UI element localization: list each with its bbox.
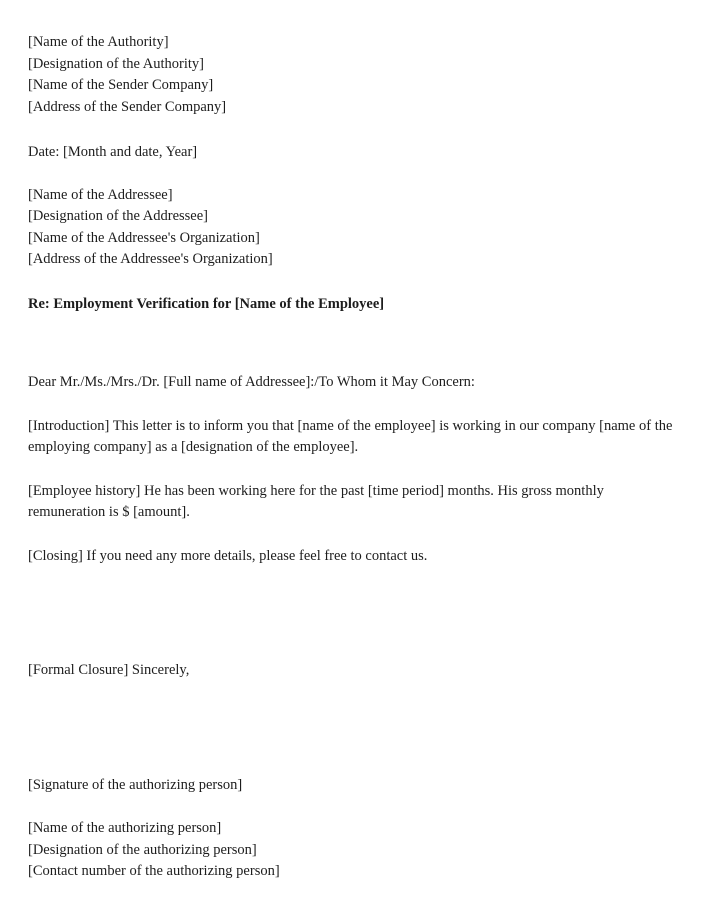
subject-line: Re: Employment Verification for [Name of the Employee]: [28, 295, 385, 312]
date-line: Date: [Month and date, Year]: [28, 144, 198, 160]
introduction-line-1: [Introduction] This letter is to inform you that [name of the employee] is working in our company [name of the: [28, 417, 673, 434]
signoff-line-designation: [Designation of the authorizing person]: [28, 841, 257, 858]
salutation-line: Dear Mr./Ms./Mrs./Dr. [Full name of Addressee]:/To Whom it May Concern:: [28, 374, 475, 390]
signoff-line-contact: [Contact number of the authorizing person]: [28, 863, 280, 879]
sender-line-name: [Name of the Authority]: [28, 34, 169, 50]
signoff-line-name: [Name of the authorizing person]: [28, 820, 222, 836]
sender-line-company: [Name of the Sender Company]: [28, 77, 214, 93]
addressee-line-organization: [Name of the Addressee's Organization]: [28, 229, 260, 246]
addressee-line-designation: [Designation of the Addressee]: [28, 208, 208, 224]
sender-block: [28, 32, 666, 118]
introduction-line-2: employing company] as a [designation of the employee].: [28, 439, 359, 455]
formal-closure-line: [Formal Closure] Sincerely,: [28, 662, 190, 678]
signature-placeholder-line: [Signature of the authorizing person]: [28, 776, 243, 793]
closing-paragraph: [Closing] If you need any more details, please feel free to contact us.: [28, 547, 428, 564]
employee-history-line-1: [Employee history] He has been working here for the past [time period] months. His gross monthly: [28, 482, 604, 499]
sender-line-address: [Address of the Sender Company]: [28, 98, 227, 115]
signoff-block: [28, 818, 666, 883]
employee-history-line-2: remuneration is $ [amount].: [28, 504, 190, 520]
addressee-line-name: [Name of the Addressee]: [28, 186, 173, 203]
addressee-block: [28, 185, 666, 271]
addressee-line-org-address: [Address of the Addressee's Organization]: [28, 251, 273, 267]
sender-line-designation: [Designation of the Authority]: [28, 55, 204, 72]
introduction-paragraph: [28, 416, 673, 459]
employee-history-paragraph: [28, 481, 666, 524]
